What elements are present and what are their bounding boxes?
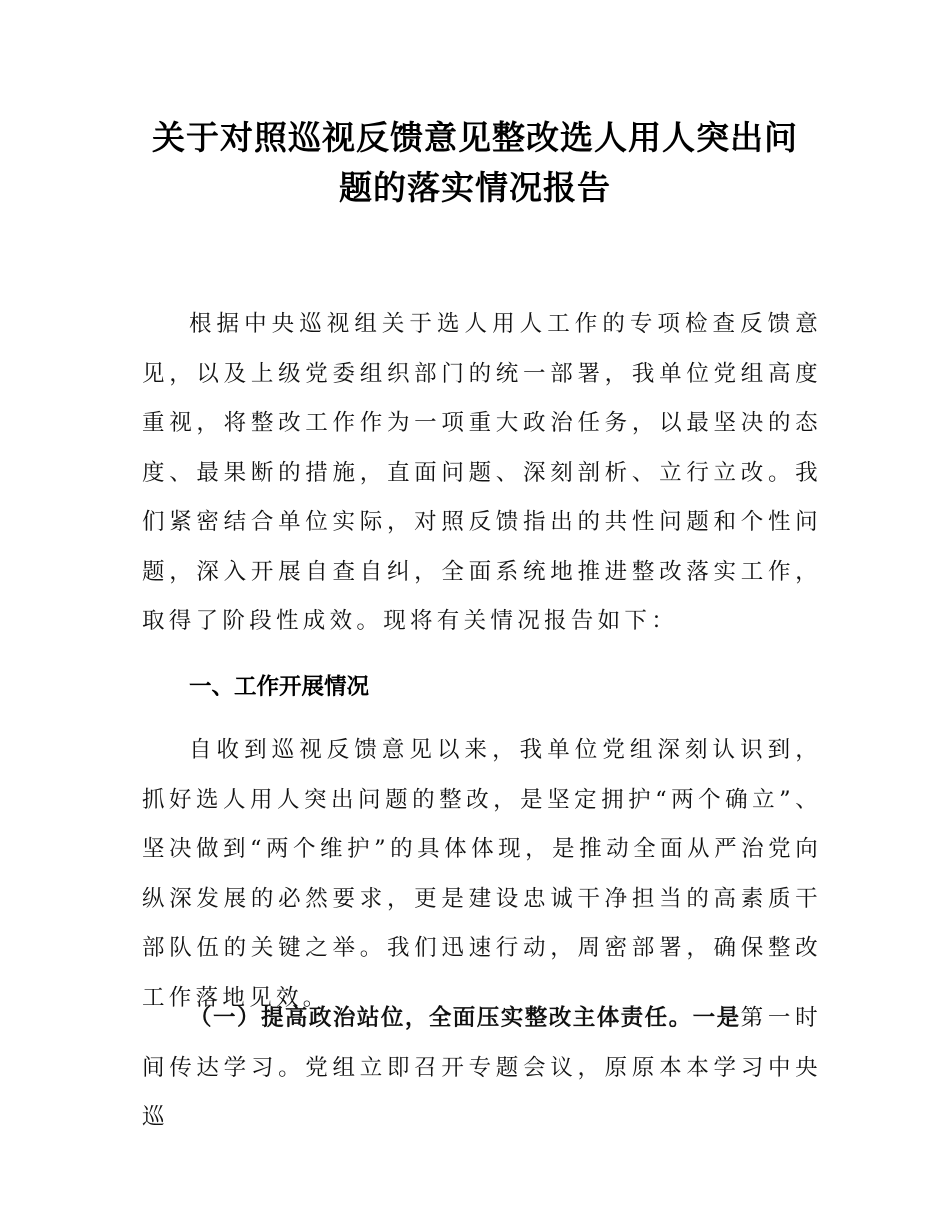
section-heading: 一、工作开展情况 — [189, 674, 370, 700]
section1-body — [142, 726, 822, 1023]
subsection1-paragraph — [142, 994, 822, 1143]
section1-paragraph: 自收到巡视反馈意见以来，我单位党组深刻认识到，抓好选人用人突出问题的整改，是坚定拥护“两个确立”、坚决做到“两个维护”的具体体现，是推动全面从严治党向纵深发展的必然要求，更是建设忠诚干净担当的高素质干部队伍的关键之举。我们迅速行动，周密部署，确保整改工作落地见效。 — [142, 737, 822, 1011]
subsection1-body — [142, 994, 822, 1143]
document-title — [140, 113, 810, 213]
title-line-2: 题的落实情况报告 — [339, 168, 611, 207]
title-line-1: 关于对照巡视反馈意见整改选人用人突出问 — [152, 118, 798, 157]
subsection-lead: 一是 — [692, 1005, 741, 1031]
subsection-text: 第一时间传达学习。党组立即召开专题会议，原原本本学习中央巡 — [142, 1005, 822, 1130]
subsection-heading: （一）提高政治站位，全面压实整改主体责任。 — [189, 1005, 693, 1031]
intro-section — [142, 300, 822, 647]
intro-paragraph: 根据中央巡视组关于选人用人工作的专项检查反馈意见，以及上级党委组织部门的统一部署，我单位党组高度重视，将整改工作作为一项重大政治任务，以最坚决的态度、最果断的措施，直面问题、深刻剖析、立行立改。我们紧密结合单位实际，对照反馈指出的共性问题和个性问题，深入开展自查自纠，全面系统地推进整改落实工作，取得了阶段性成效。现将有关情况报告如下： — [142, 311, 822, 634]
